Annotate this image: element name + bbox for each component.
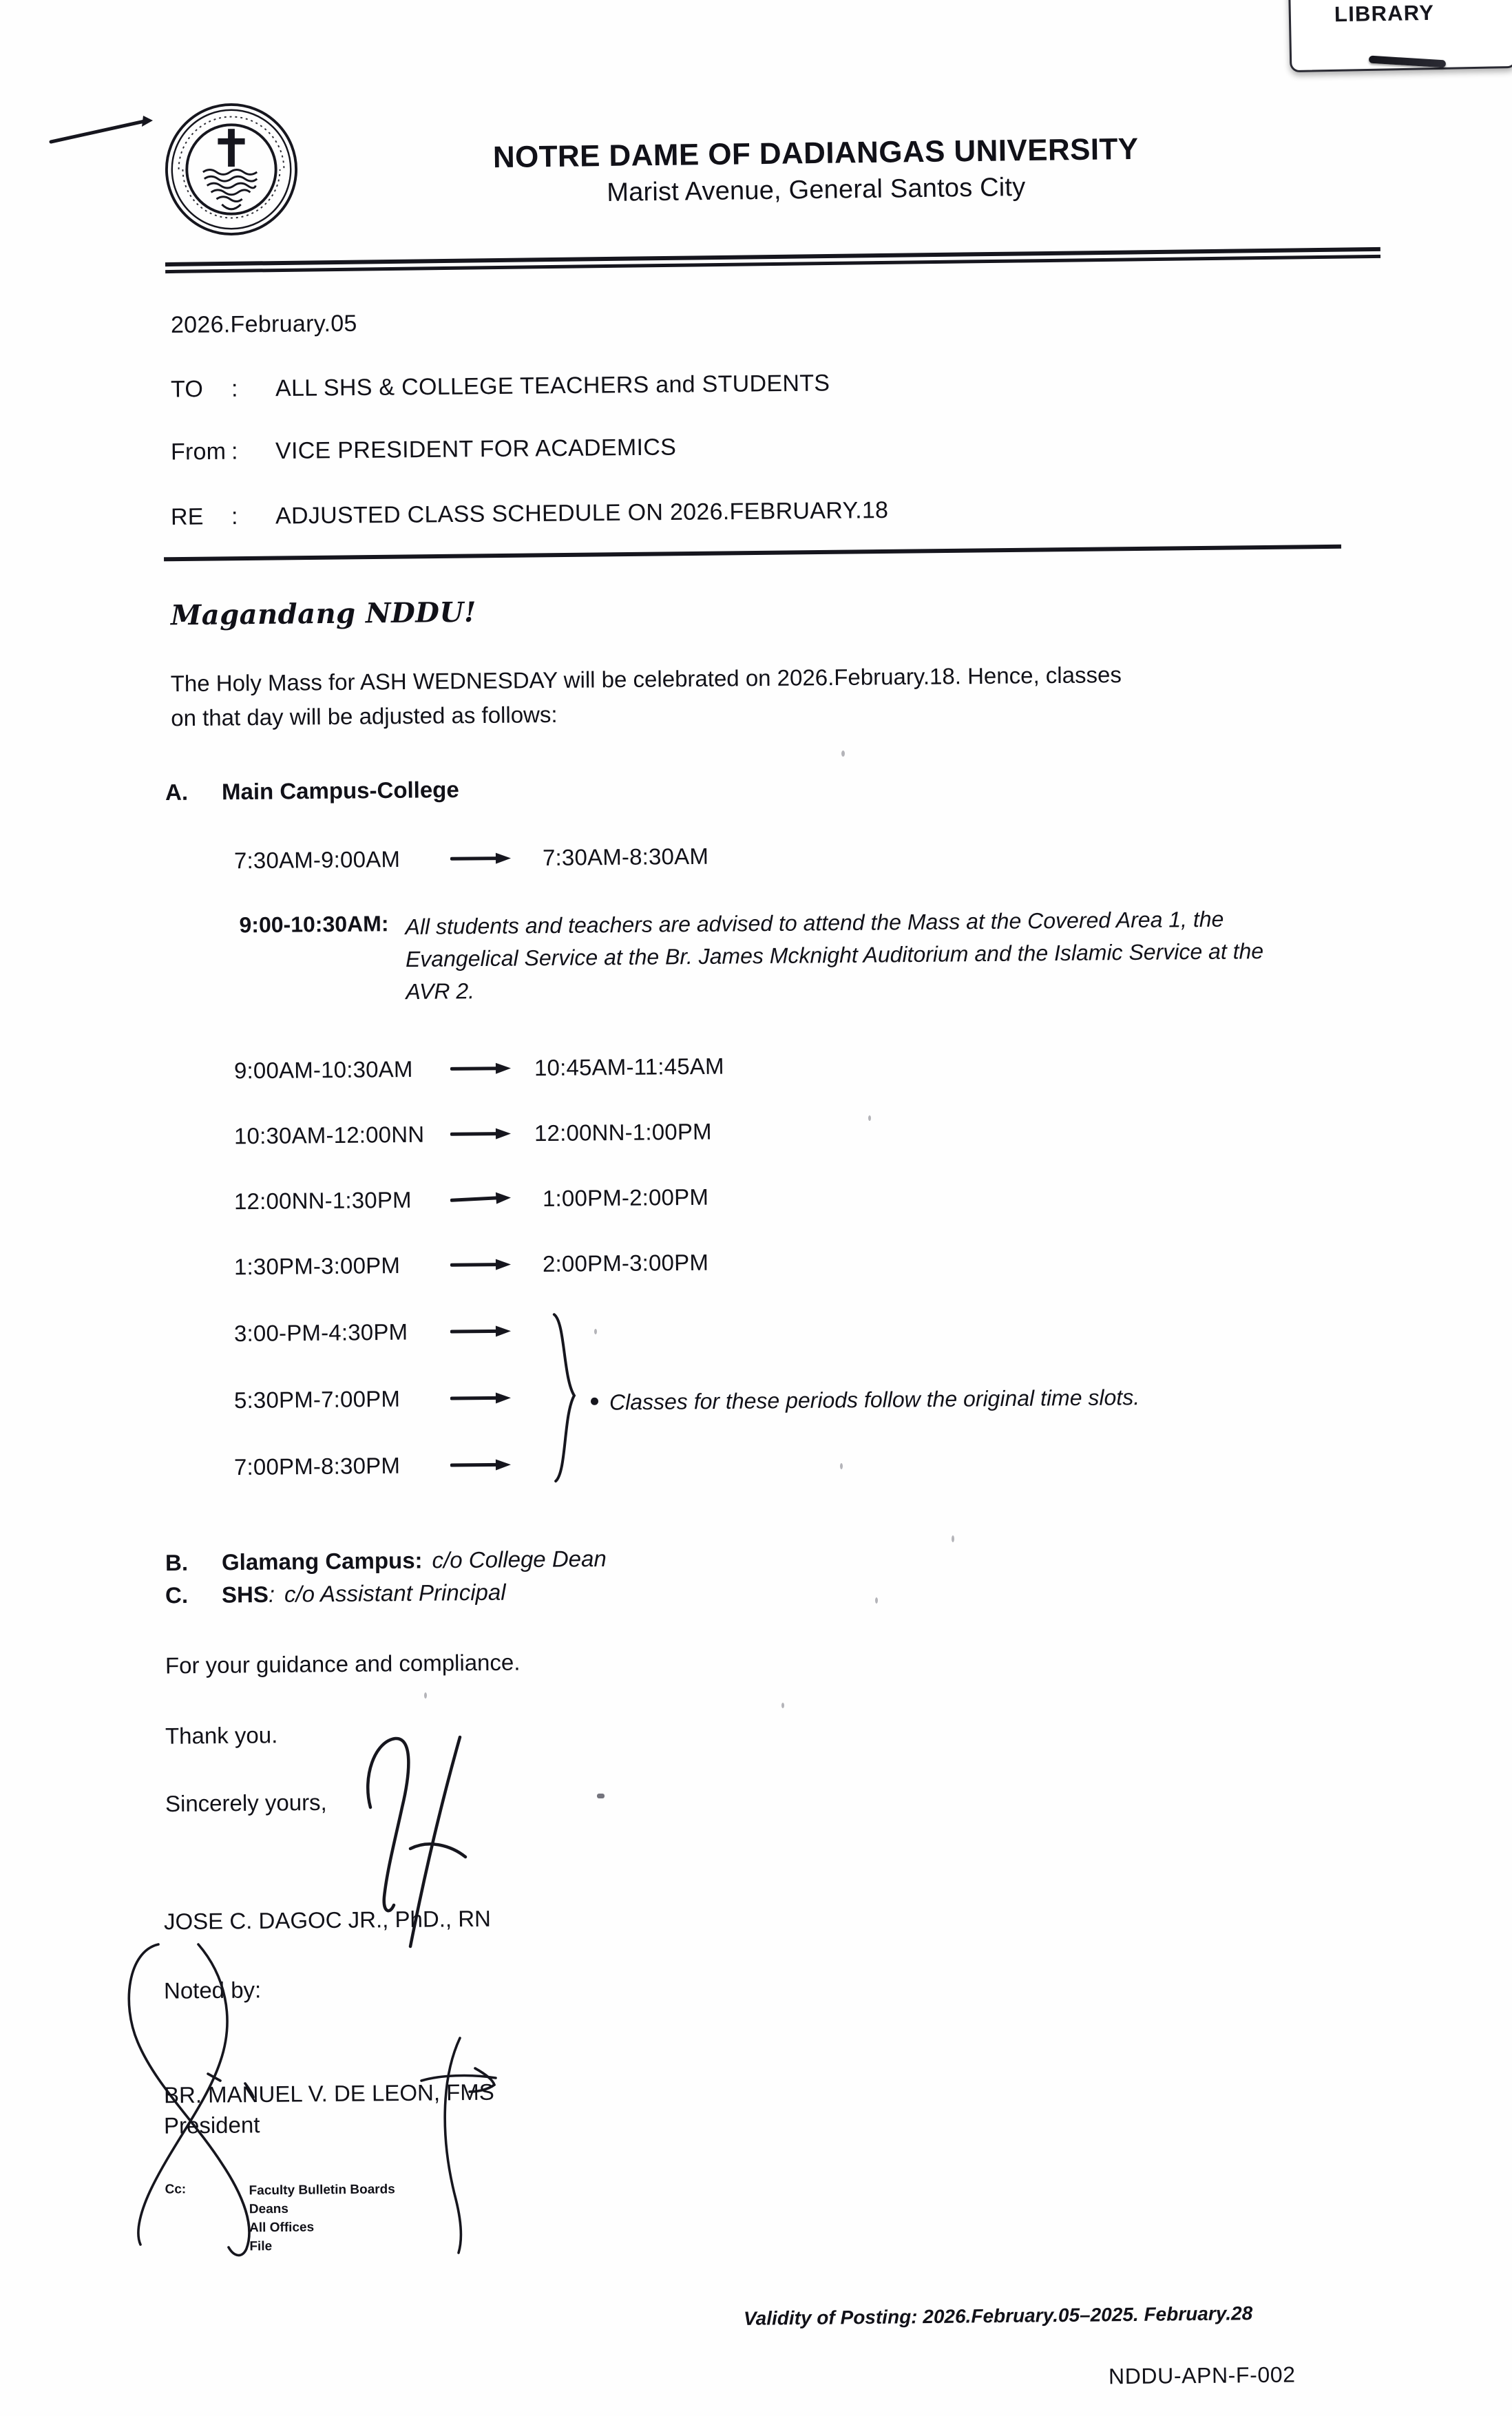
schedule-from: 1:30PM-3:00PM <box>233 1252 401 1280</box>
section-b-detail: c/o College Dean <box>432 1545 607 1573</box>
arrow-right-icon <box>441 1126 523 1142</box>
memo-colon-to: : <box>231 375 238 402</box>
schedule-row <box>234 1451 534 1480</box>
schedule-from: 7:00PM-8:30PM <box>233 1452 401 1480</box>
memo-colon-from: : <box>231 438 238 465</box>
mass-note-time: 9:00-10:30AM: <box>239 911 389 938</box>
schedule-row <box>234 1250 708 1281</box>
schedule-from: 12:00NN-1:30PM <box>233 1186 412 1215</box>
mass-note-line-2: Area 1, the Evangelical Service at the Br. James Mcknight Auditorium <box>405 906 1224 972</box>
memo-date: 2026.February.05 <box>170 310 357 339</box>
arrow-right-icon <box>441 1191 523 1207</box>
header-single-rule <box>164 545 1341 562</box>
schedule-to: 12:00NN-1:00PM <box>534 1118 712 1146</box>
brace-note-text: Classes for these periods follow the original time slots. <box>609 1385 1140 1415</box>
curly-brace-icon <box>550 1312 585 1484</box>
guidance-line: For your guidance and compliance. <box>165 1649 521 1679</box>
cc-item: Faculty Bulletin Boards <box>249 2182 395 2198</box>
section-c <box>165 1579 506 1609</box>
mass-note <box>239 903 1301 1010</box>
thanks-line: Thank you. <box>165 1722 278 1749</box>
university-seal-icon <box>164 102 299 237</box>
form-code: NDDU-APN-F-002 <box>1108 2362 1296 2389</box>
signatory-name: JOSE C. DAGOC JR., PhD., RN <box>163 1905 492 1935</box>
university-address: Marist Avenue, General Santos City <box>607 173 1026 207</box>
mass-note-line-3: and the Islamic Service at the AVR 2. <box>406 938 1264 1005</box>
schedule-row <box>234 843 708 874</box>
section-c-separator: : <box>268 1581 275 1607</box>
schedule-from: 9:00AM-10:30AM <box>233 1055 413 1084</box>
section-c-letter: C. <box>165 1582 189 1608</box>
greeting: Magandang NDDU! <box>170 596 477 632</box>
section-b-letter: B. <box>165 1549 189 1576</box>
arrow-right-icon <box>441 1257 523 1272</box>
arrow-right-icon <box>441 1457 523 1473</box>
scan-speck <box>841 750 845 757</box>
scan-speck <box>952 1535 954 1542</box>
arrow-right-icon <box>441 1323 523 1339</box>
schedule-to: 7:30AM-8:30AM <box>542 843 709 871</box>
section-a-letter: A. <box>165 779 189 806</box>
mass-note-text <box>405 903 1301 1008</box>
section-a-heading <box>165 777 459 806</box>
scan-speck <box>781 1703 784 1708</box>
mass-note-line-1: All students and teachers are advised to attend the Mass at the Covered <box>405 907 1111 940</box>
memo-colon-re: : <box>231 503 238 530</box>
letterhead <box>385 131 1246 211</box>
noted-by-label: Noted by: <box>163 1977 262 2004</box>
cc-item: Deans <box>249 2201 289 2217</box>
memo-key-to: TO <box>170 376 204 403</box>
schedule-to: 2:00PM-3:00PM <box>542 1249 709 1277</box>
memo-value-re: ADJUSTED CLASS SCHEDULE ON 2026.FEBRUARY.18 <box>275 496 889 529</box>
intro-line-2: on that day will be adjusted as follows: <box>171 701 558 731</box>
cc-item: File <box>249 2239 273 2254</box>
schedule-from: 10:30AM-12:00NN <box>233 1121 425 1149</box>
section-b-title: Glamang Campus <box>221 1547 415 1575</box>
cc-item: All Offices <box>249 2220 315 2236</box>
memo-row-re <box>171 497 889 531</box>
schedule-from: 7:30AM-9:00AM <box>233 845 401 874</box>
section-b <box>165 1546 607 1576</box>
schedule-row <box>234 1119 712 1150</box>
brace-note <box>591 1385 1140 1416</box>
scan-speck <box>868 1115 871 1121</box>
memo-key-re: RE <box>170 503 204 531</box>
arrow-right-icon <box>441 1390 523 1406</box>
scan-speck <box>840 1463 843 1469</box>
sincerely-line: Sincerely yours, <box>165 1789 327 1817</box>
arrow-annotation-icon <box>48 110 165 151</box>
cc-list <box>249 2180 395 2256</box>
schedule-from: 5:30PM-7:00PM <box>233 1385 401 1414</box>
cc-label: Cc: <box>165 2182 187 2197</box>
header-double-rule <box>165 247 1380 275</box>
memo-row-from <box>171 434 676 465</box>
scan-speck <box>875 1597 878 1604</box>
scan-speck <box>424 1692 427 1699</box>
arrow-right-icon <box>441 850 523 866</box>
schedule-to: 1:00PM-2:00PM <box>542 1184 709 1212</box>
noter-name: BR. MANUEL V. DE LEON, FMS <box>163 2079 495 2108</box>
intro-line-1: The Holy Mass for ASH WEDNESDAY will be celebrated on 2026.February.18. Hence, classes <box>170 662 1122 697</box>
intro-paragraph <box>171 655 1363 736</box>
memo-value-from: VICE PRESIDENT FOR ACADEMICS <box>275 434 677 465</box>
section-c-title: SHS <box>221 1581 269 1608</box>
bullet-icon <box>591 1398 598 1405</box>
schedule-row <box>234 1053 724 1084</box>
schedule-row <box>234 1318 534 1347</box>
schedule-row <box>234 1385 534 1414</box>
memo-key-from: From <box>170 438 227 465</box>
schedule-to: 10:45AM-11:45AM <box>534 1053 724 1081</box>
library-label: LIBRARY <box>1334 0 1435 27</box>
validity-of-posting: Validity of Posting: 2026.February.05–2025. February.28 <box>743 2302 1253 2329</box>
section-b-separator: : <box>414 1547 423 1573</box>
arrow-right-icon <box>441 1060 523 1076</box>
memo-row-to <box>171 370 830 403</box>
schedule-row <box>234 1184 708 1215</box>
section-c-detail: c/o Assistant Principal <box>284 1579 506 1607</box>
scan-speck <box>594 1329 597 1334</box>
section-a-title: Main Campus-College <box>221 776 459 805</box>
noter-title: President <box>163 2112 260 2139</box>
university-name: NOTRE DAME OF DADIANGAS UNIVERSITY <box>492 132 1139 175</box>
cc-block <box>165 2180 395 2256</box>
memo-value-to: ALL SHS & COLLEGE TEACHERS and STUDENTS <box>275 370 830 402</box>
scan-speck <box>597 1794 605 1798</box>
schedule-from: 3:00-PM-4:30PM <box>233 1319 408 1347</box>
